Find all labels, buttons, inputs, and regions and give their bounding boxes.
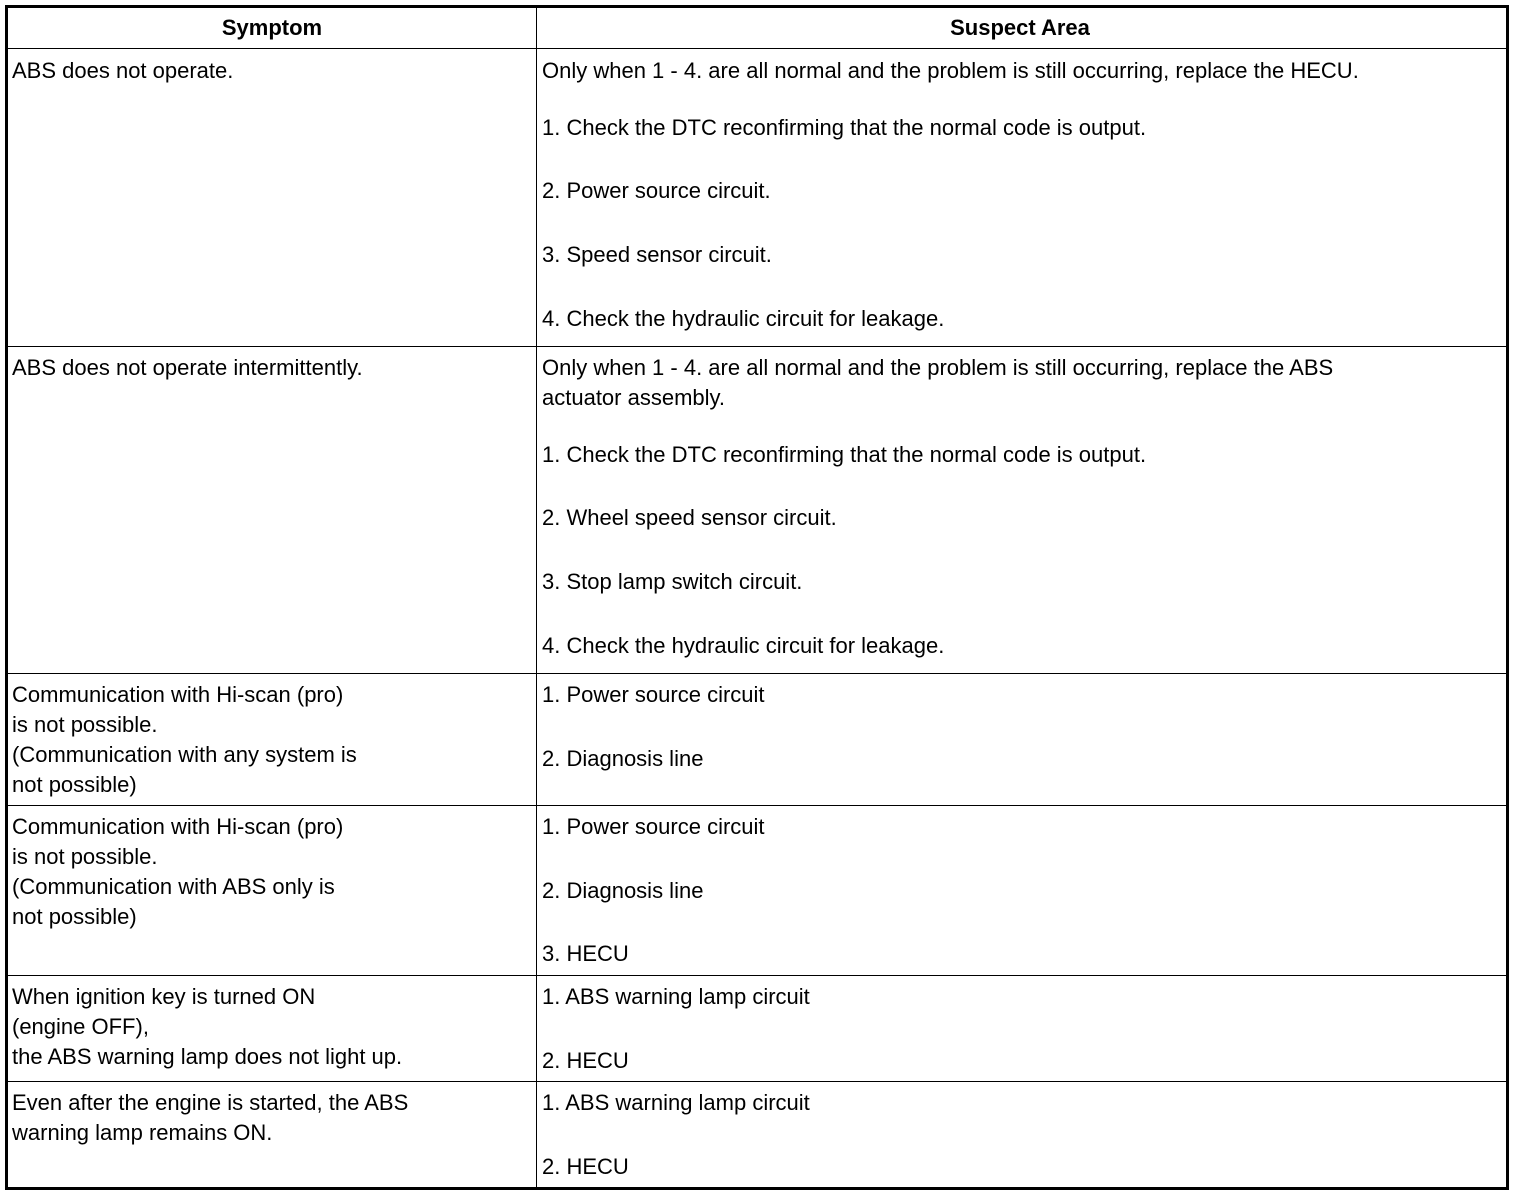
suspect-line: 2. Diagnosis line bbox=[542, 746, 704, 771]
suspect-line: Only when 1 - 4. are all normal and the problem is still occurring, replace the ABS bbox=[542, 355, 1334, 380]
suspect-line: 1. Check the DTC reconfirming that the normal code is output. bbox=[542, 442, 1147, 467]
row-divider bbox=[8, 975, 1506, 976]
suspect-line: 4. Check the hydraulic circuit for leakage. bbox=[542, 633, 945, 658]
symptom-line: (Communication with ABS only is bbox=[12, 874, 335, 899]
symptom-line: is not possible. bbox=[12, 844, 158, 869]
suspect-line: Only when 1 - 4. are all normal and the problem is still occurring, replace the HECU. bbox=[542, 58, 1359, 83]
suspect-line: 3. Speed sensor circuit. bbox=[542, 242, 772, 267]
row-divider bbox=[8, 48, 1506, 49]
symptom-line: warning lamp remains ON. bbox=[12, 1120, 273, 1145]
suspect-line: 2. HECU bbox=[542, 1154, 629, 1179]
suspect-line: 1. ABS warning lamp circuit bbox=[542, 984, 810, 1009]
row-divider bbox=[8, 673, 1506, 674]
suspect-line: 1. ABS warning lamp circuit bbox=[542, 1090, 810, 1115]
suspect-line: 3. HECU bbox=[542, 941, 629, 966]
row-divider bbox=[8, 346, 1506, 347]
column-divider bbox=[536, 8, 537, 1187]
symptom-line: is not possible. bbox=[12, 712, 158, 737]
symptom-line: ABS does not operate. bbox=[12, 58, 234, 83]
suspect-line: 1. Check the DTC reconfirming that the normal code is output. bbox=[542, 115, 1147, 140]
suspect-line: 2. Power source circuit. bbox=[542, 178, 771, 203]
symptom-line: not possible) bbox=[12, 904, 137, 929]
suspect-line: 4. Check the hydraulic circuit for leakage. bbox=[542, 306, 945, 331]
symptom-line: the ABS warning lamp does not light up. bbox=[12, 1044, 403, 1069]
row-divider bbox=[8, 805, 1506, 806]
symptom-line: Communication with Hi-scan (pro) bbox=[12, 682, 344, 707]
suspect-line: 2. HECU bbox=[542, 1048, 629, 1073]
symptom-line: When ignition key is turned ON bbox=[12, 984, 316, 1009]
suspect-line: actuator assembly. bbox=[542, 385, 726, 410]
symptom-line: ABS does not operate intermittently. bbox=[12, 355, 363, 380]
symptom-line: (engine OFF), bbox=[12, 1014, 149, 1039]
header-symptom: Symptom bbox=[221, 15, 323, 40]
symptom-line: not possible) bbox=[12, 772, 137, 797]
symptom-line: Communication with Hi-scan (pro) bbox=[12, 814, 344, 839]
suspect-line: 2. Diagnosis line bbox=[542, 878, 704, 903]
symptom-line: Even after the engine is started, the ABS bbox=[12, 1090, 409, 1115]
header-suspect-area: Suspect Area bbox=[950, 15, 1090, 40]
suspect-line: 3. Stop lamp switch circuit. bbox=[542, 569, 803, 594]
suspect-line: 1. Power source circuit bbox=[542, 814, 765, 839]
suspect-line: 2. Wheel speed sensor circuit. bbox=[542, 505, 837, 530]
row-divider bbox=[8, 1081, 1506, 1082]
symptom-line: (Communication with any system is bbox=[12, 742, 357, 767]
suspect-line: 1. Power source circuit bbox=[542, 682, 765, 707]
